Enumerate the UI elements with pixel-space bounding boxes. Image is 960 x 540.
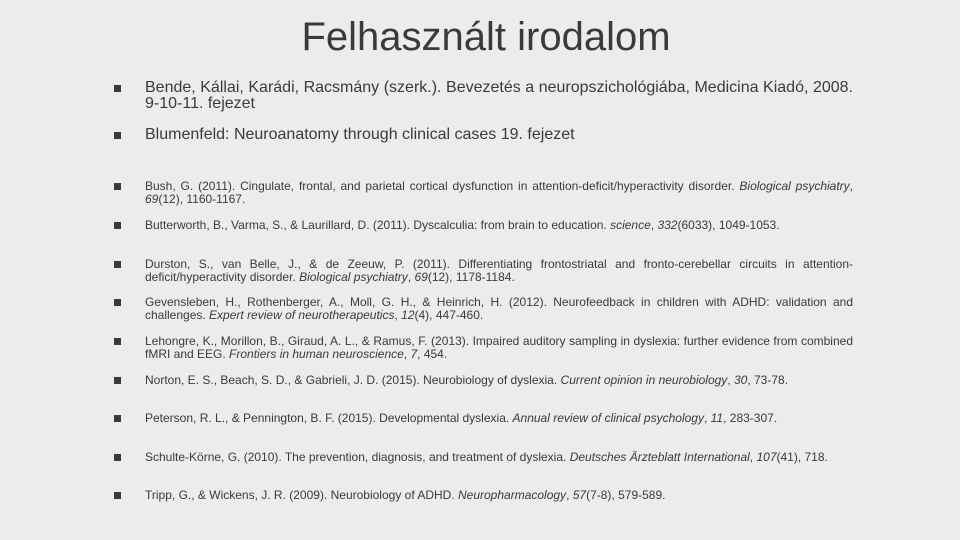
reference-text: Gevensleben, H., Rothenberger, A., Moll, G. H., & Heinrich, H. (2012). Neurofeedback in children with ADHD: validation and challenges. Expert review of neurotherapeutics, 12(4), 447-460. — [145, 295, 853, 322]
reference-text: Butterworth, B., Varma, S., & Laurillard, D. (2011). Dyscalculia: from brain to education. science, 332(6033), 1049-1053. — [145, 218, 780, 232]
square-bullet-icon — [114, 299, 121, 306]
journal-volume: 69 — [414, 270, 428, 284]
reference-text: Bush, G. (2011). Cingulate, frontal, and parietal cortical dysfunction in attention-deficit/hyperactivity disorder. Biological psychiatry, 69(12), 1160-1167. — [145, 179, 854, 206]
journal-title: science — [610, 218, 651, 232]
square-bullet-icon — [114, 183, 121, 190]
reference-text: Durston, S., van Belle, J., & de Zeeuw, P. (2011). Differentiating frontostriatal and fronto-cerebellar circuits in attention-deficit/hyperactivity disorder. Biological psychiatry, 69(12), 1178-1184. — [145, 257, 853, 284]
journal-volume: 57 — [572, 488, 587, 502]
reference-text: Lehongre, K., Morillon, B., Giraud, A. L., & Ramus, F. (2013). Impaired auditory sampling in dyslexia: further evidence from combined fMRI and EEG. Frontiers in human neuroscience, 7, 454. — [145, 334, 853, 361]
reference-text: Peterson, R. L., & Pennington, B. F. (2015). Developmental dyslexia. Annual review of clinical psychology, 11, 283-307. — [145, 411, 778, 425]
square-bullet-icon — [114, 132, 121, 139]
journal-title: Annual review of clinical psychology — [512, 411, 704, 425]
square-bullet-icon — [114, 415, 121, 422]
reference-text: Blumenfeld: Neuroanatomy through clinical cases 19. fejezet — [145, 126, 575, 143]
journal-volume: 12 — [401, 308, 415, 322]
journal-title: Deutsches Ärzteblatt International — [569, 450, 750, 464]
square-bullet-icon — [114, 338, 121, 345]
journal-title: Expert review of neurotherapeutics — [209, 308, 395, 322]
journal-volume: 107 — [756, 450, 777, 464]
journal-title: Current opinion in neurobiology — [560, 373, 728, 387]
reference-text: Tripp, G., & Wickens, J. R. (2009). Neurobiology of ADHD. Neuropharmacology, 57(7-8), 579-589. — [145, 488, 666, 502]
square-bullet-icon — [114, 377, 121, 384]
square-bullet-icon — [114, 454, 121, 461]
square-bullet-icon — [114, 85, 121, 92]
reference-text: Norton, E. S., Beach, S. D., & Gabrieli, J. D. (2015). Neurobiology of dyslexia. Current opinion in neurobiology, 30, 73-78. — [145, 373, 789, 387]
journal-volume: 11 — [710, 411, 724, 425]
journal-title: Biological psychiatry — [299, 270, 408, 284]
journal-volume: 30 — [733, 373, 748, 387]
journal-title: Neuropharmacology — [458, 488, 567, 502]
journal-volume: 332 — [657, 218, 678, 232]
slide-title: Felhasznált irodalom — [301, 15, 671, 59]
square-bullet-icon — [114, 261, 121, 268]
reference-text: Bende, Kállai, Karádi, Racsmány (szerk.). Bevezetés a neuropszichológiába, Medicina Kiadó, 2008. 9-10-11. fejezet — [145, 79, 853, 112]
journal-title: Biological psychiatry — [739, 179, 850, 193]
journal-volume: 7 — [410, 347, 418, 361]
square-bullet-icon — [114, 492, 121, 499]
reference-text: Schulte-Körne, G. (2010). The prevention, diagnosis, and treatment of dyslexia. Deutsches Ärzteblatt International, 107(41), 718. — [145, 450, 828, 464]
journal-title: Frontiers in human neuroscience — [229, 347, 404, 361]
journal-volume: 69 — [145, 192, 159, 206]
square-bullet-icon — [114, 222, 121, 229]
